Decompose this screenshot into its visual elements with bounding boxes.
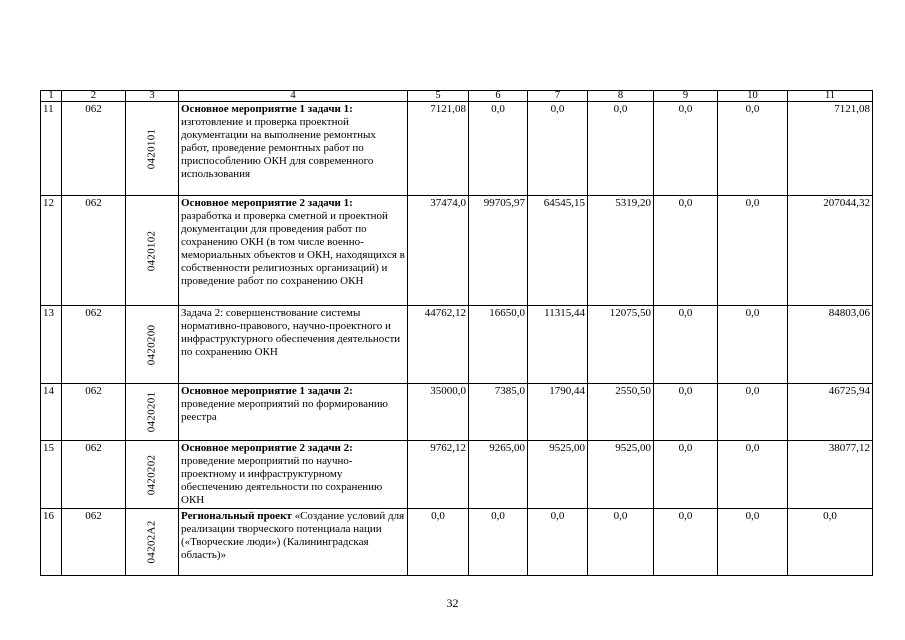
program-code-cell [126, 384, 179, 441]
column-header: 3 [126, 91, 179, 102]
page-number: 32 [446, 596, 459, 610]
value-col5: 35000,0 [408, 384, 469, 441]
table-row [41, 441, 873, 509]
value-col6: 99705,97 [469, 196, 528, 306]
program-code-cell [126, 306, 179, 384]
group-code: 062 [62, 196, 126, 306]
column-number-row [41, 91, 873, 102]
value-col11: 46725,94 [788, 384, 873, 441]
description-cell [179, 384, 408, 441]
description-text: проведение мероприятий по формированию реестра [181, 398, 389, 423]
description-text: Задача 2: совершенствование системы нормативно-правового, научно-проектного и инфраструктурного обеспечения деятельности по сохранению ОКН [181, 307, 401, 358]
program-code: 04202А2 [145, 520, 158, 564]
value-col5: 9762,12 [408, 441, 469, 509]
row-number: 16 [41, 509, 62, 576]
value-col10: 0,0 [718, 384, 788, 441]
value-col10: 0,0 [718, 102, 788, 196]
value-col7: 64545,15 [528, 196, 588, 306]
table-row [41, 509, 873, 576]
value-col7: 11315,44 [528, 306, 588, 384]
row-number: 14 [41, 384, 62, 441]
program-code: 0420201 [145, 391, 158, 433]
value-col11: 7121,08 [788, 102, 873, 196]
description-title: Основное мероприятие 1 задачи 1: [181, 103, 353, 115]
value-col10: 0,0 [718, 196, 788, 306]
value-col10: 0,0 [718, 509, 788, 576]
program-code-cell [126, 196, 179, 306]
value-col8: 2550,50 [588, 384, 654, 441]
value-col8: 9525,00 [588, 441, 654, 509]
value-col11: 84803,06 [788, 306, 873, 384]
program-code: 0420200 [145, 324, 158, 365]
table-row [41, 306, 873, 384]
value-col9: 0,0 [654, 196, 718, 306]
group-code: 062 [62, 306, 126, 384]
table-row [41, 102, 873, 196]
column-header: 5 [408, 91, 469, 102]
value-col5: 0,0 [408, 509, 469, 576]
budget-table [40, 90, 873, 576]
value-col8: 5319,20 [588, 196, 654, 306]
program-code: 0420101 [145, 128, 158, 169]
column-header: 4 [179, 91, 408, 102]
value-col7: 1790,44 [528, 384, 588, 441]
value-col5: 37474,0 [408, 196, 469, 306]
value-col10: 0,0 [718, 441, 788, 509]
column-header: 10 [718, 91, 788, 102]
description-cell [179, 306, 408, 384]
program-code-cell [126, 102, 179, 196]
value-col11: 207044,32 [788, 196, 873, 306]
value-col9: 0,0 [654, 441, 718, 509]
group-code: 062 [62, 384, 126, 441]
value-col7: 0,0 [528, 102, 588, 196]
program-code: 0420102 [145, 230, 158, 271]
value-col8: 0,0 [588, 102, 654, 196]
group-code: 062 [62, 441, 126, 509]
value-col6: 7385,0 [469, 384, 528, 441]
row-number: 15 [41, 441, 62, 509]
description-text: «Создание условий для реализации творческого потенциала нации («Творческие люди») (Калининградская область)» [181, 510, 405, 561]
description-cell [179, 102, 408, 196]
value-col7: 0,0 [528, 509, 588, 576]
value-col8: 12075,50 [588, 306, 654, 384]
value-col11: 38077,12 [788, 441, 873, 509]
value-col5: 44762,12 [408, 306, 469, 384]
description-title: Основное мероприятие 2 задачи 2: [181, 442, 353, 454]
description-cell [179, 196, 408, 306]
program-code-cell [126, 441, 179, 509]
value-col6: 16650,0 [469, 306, 528, 384]
value-col7: 9525,00 [528, 441, 588, 509]
value-col11: 0,0 [788, 509, 873, 576]
description-text: проведение мероприятий по научно-проектному и инфраструктурному обеспечению деятельности по сохранению ОКН [181, 455, 383, 506]
value-col5: 7121,08 [408, 102, 469, 196]
value-col9: 0,0 [654, 102, 718, 196]
description-cell [179, 509, 408, 576]
value-col10: 0,0 [718, 306, 788, 384]
description-title: Основное мероприятие 2 задачи 1: [181, 197, 353, 209]
row-number: 11 [41, 102, 62, 196]
value-col6: 9265,00 [469, 441, 528, 509]
value-col8: 0,0 [588, 509, 654, 576]
column-header: 1 [41, 91, 62, 102]
column-header: 2 [62, 91, 126, 102]
row-number: 13 [41, 306, 62, 384]
column-header: 6 [469, 91, 528, 102]
value-col9: 0,0 [654, 384, 718, 441]
description-text: изготовление и проверка проектной документации на выполнение ремонтных работ, проведение ремонтных работ по приспособлению ОКН для современного использования [181, 116, 376, 180]
value-col6: 0,0 [469, 509, 528, 576]
program-code: 0420202 [145, 454, 158, 495]
group-code: 062 [62, 102, 126, 196]
description-cell [179, 441, 408, 509]
column-header: 7 [528, 91, 588, 102]
description-title: Региональный проект [181, 510, 292, 522]
description-text: разработка и проверка сметной и проектной документации для проведения работ по сохранению ОКН (в том числе военно-мемориальных объектов и ОКН, находящихся в собственности религиозных организаций) и проведение работ по сохранению ОКН [181, 210, 405, 287]
table-row [41, 196, 873, 306]
description-title: Основное мероприятие 1 задачи 2: [181, 385, 353, 397]
group-code: 062 [62, 509, 126, 576]
value-col9: 0,0 [654, 509, 718, 576]
column-header: 11 [788, 91, 873, 102]
value-col9: 0,0 [654, 306, 718, 384]
program-code-cell [126, 509, 179, 576]
value-col6: 0,0 [469, 102, 528, 196]
column-header: 8 [588, 91, 654, 102]
column-header: 9 [654, 91, 718, 102]
row-number: 12 [41, 196, 62, 306]
table-row [41, 384, 873, 441]
